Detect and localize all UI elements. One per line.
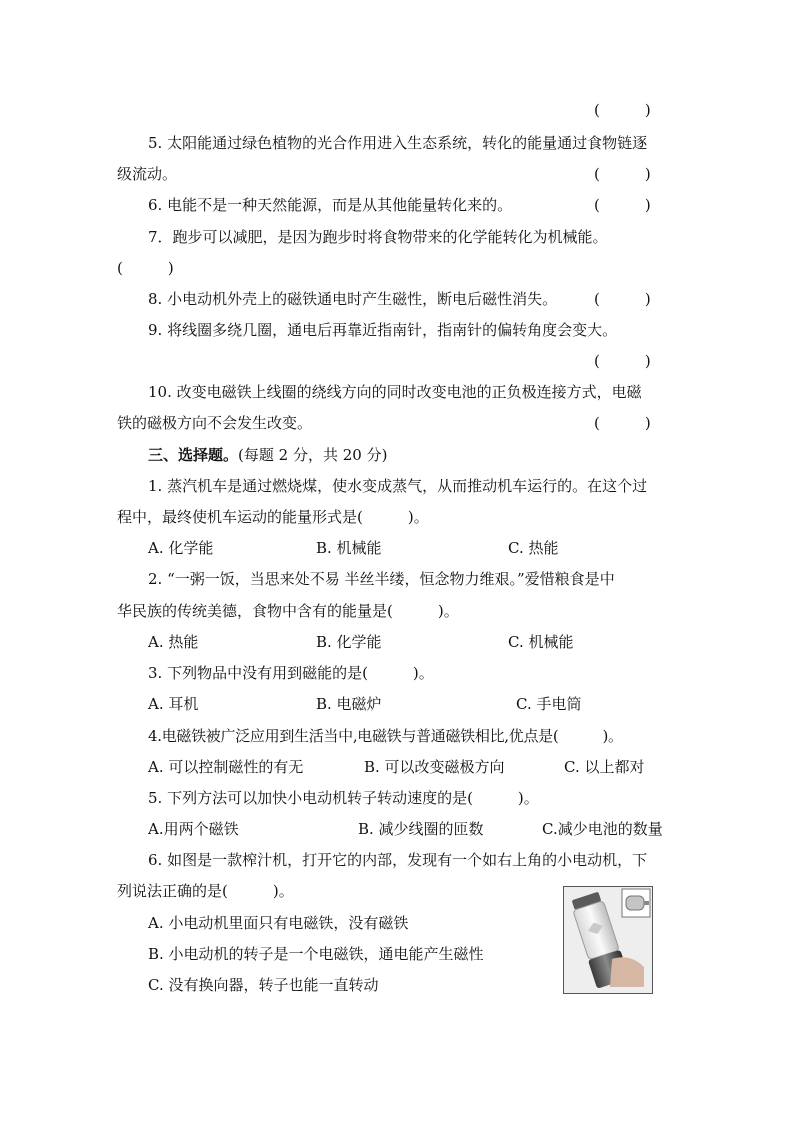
option-a: A. 化学能 xyxy=(148,539,214,557)
option-a: A.用两个磁铁 xyxy=(148,820,239,838)
judgment-q10-line2: 铁的磁极方向不会发生改变。 xyxy=(117,414,313,432)
answer-blank: ( ) xyxy=(594,196,651,214)
option-c: C.减少电池的数量 xyxy=(542,820,663,838)
option-b: B. 化学能 xyxy=(316,633,382,651)
answer-blank: ( ) xyxy=(594,414,651,432)
option-a: A. 耳机 xyxy=(148,695,199,713)
choice-q3-line1: 3. 下列物品中没有用到磁能的是( )。 xyxy=(148,664,434,682)
answer-blank: ( ) xyxy=(594,290,651,308)
judgment-q8: 8. 小电动机外壳上的磁铁通电时产生磁性，断电后磁性消失。 xyxy=(148,290,558,308)
judgment-q10-line1: 10. 改变电磁铁上线圈的绕线方向的同时改变电池的正负极连接方式，电磁 xyxy=(148,383,642,401)
choice-q1-line2: 程中，最终使机车运动的能量形式是( )。 xyxy=(117,508,429,526)
option-b: B. 减少线圈的匝数 xyxy=(358,820,484,838)
section-note: (每题 2 分，共 20 分) xyxy=(238,446,388,464)
section-heading xyxy=(148,445,387,465)
choice-q1-line1: 1. 蒸汽机车是通过燃烧煤，使水变成蒸气，从而推动机车运行的。在这个过 xyxy=(148,477,648,495)
option-b: B. 可以改变磁极方向 xyxy=(364,758,505,776)
answer-blank: ( ) xyxy=(594,101,651,119)
judgment-q5-line1: 5. 太阳能通过绿色植物的光合作用进入生态系统，转化的能量通过食物链逐 xyxy=(148,134,648,152)
judgment-q6: 6. 电能不是一种天然能源，而是从其他能量转化来的。 xyxy=(148,196,513,214)
option-a: A. 小电动机里面只有电磁铁，没有磁铁 xyxy=(148,914,409,932)
answer-blank: ( ) xyxy=(594,352,651,370)
option-c: C. 热能 xyxy=(508,539,559,557)
judgment-q7-line1: 7．跑步可以减肥，是因为跑步时将食物带来的化学能转化为机械能。 xyxy=(148,228,608,246)
choice-q6-line1: 6. 如图是一款榨汁机，打开它的内部，发现有一个如右上角的小电动机，下 xyxy=(148,851,648,869)
choice-q4-line1: 4.电磁铁被广泛应用到生活当中,电磁铁与普通磁铁相比,优点是( )。 xyxy=(148,727,623,745)
choice-q2-line1: 2. “一粥一饭，当思来处不易 半丝半缕，恒念物力维艰。”爱惜粮食是中 xyxy=(148,570,615,588)
option-c: C. 没有换向器，转子也能一直转动 xyxy=(148,976,379,994)
answer-blank: ( ) xyxy=(117,259,174,277)
option-a: A. 可以控制磁性的有无 xyxy=(148,758,304,776)
option-b: B. 机械能 xyxy=(316,539,382,557)
answer-blank: ( ) xyxy=(594,165,651,183)
choice-q6-line2: 列说法正确的是( )。 xyxy=(117,882,294,900)
juicer-motor-image xyxy=(563,886,653,994)
option-b: B. 电磁炉 xyxy=(316,695,382,713)
option-c: C. 手电筒 xyxy=(516,695,582,713)
judgment-q5-line2: 级流动。 xyxy=(117,165,178,183)
option-c: C. 机械能 xyxy=(508,633,574,651)
section-title: 三、选择题。 xyxy=(148,446,239,464)
choice-q2-line2: 华民族的传统美德，食物中含有的能量是( )。 xyxy=(117,602,459,620)
juicer-illustration xyxy=(564,887,652,993)
option-b: B. 小电动机的转子是一个电磁铁，通电能产生磁性 xyxy=(148,945,484,963)
option-a: A. 热能 xyxy=(148,633,199,651)
option-c: C. 以上都对 xyxy=(564,758,645,776)
judgment-q9: 9. 将线圈多绕几圈，通电后再靠近指南针，指南针的偏转角度会变大。 xyxy=(148,321,618,339)
choice-q5-line1: 5. 下列方法可以加快小电动机转子转动速度的是( )。 xyxy=(148,789,539,807)
